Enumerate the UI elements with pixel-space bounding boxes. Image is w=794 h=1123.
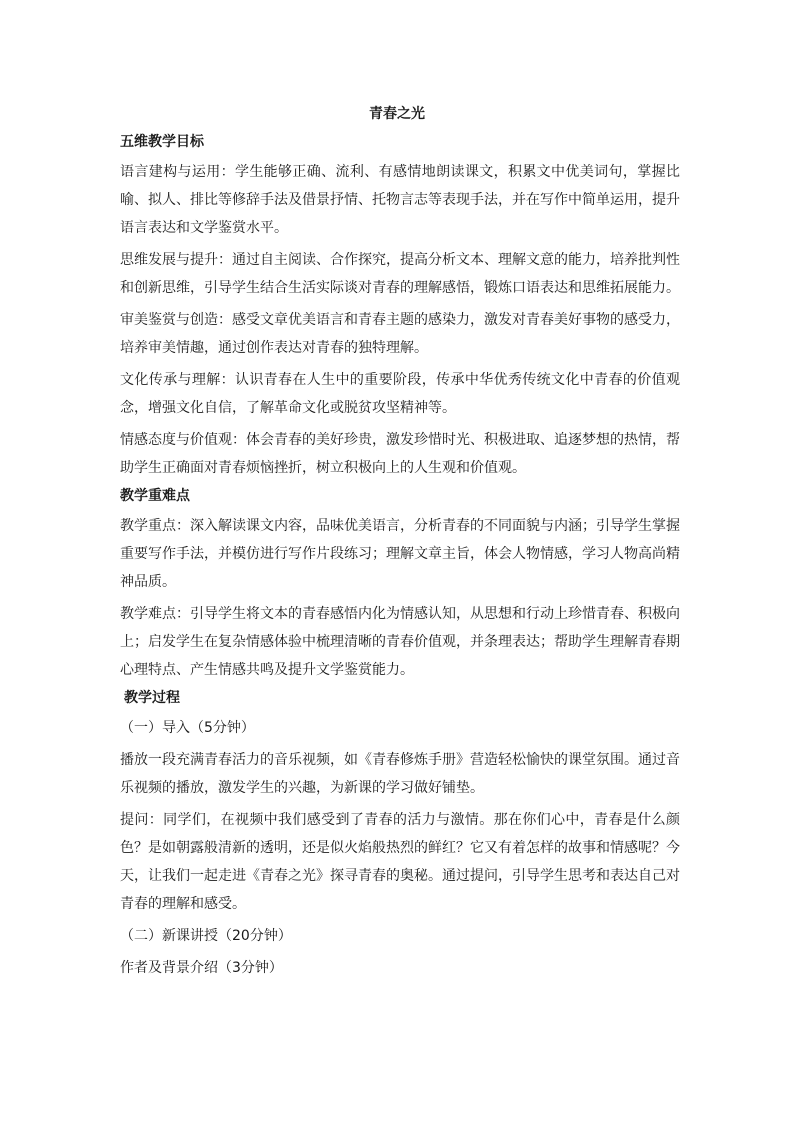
section-heading-process: 教学过程 — [124, 690, 180, 706]
paragraph-key-point: 教学重点：深入解读课文内容，品味优美语言，分析青春的不同面貌与内涵；引导学生掌握重要写作手法，并模仿进行写作片段练习；理解文章主旨，体会人物情感，学习人物高尚精神品质。 — [120, 518, 680, 590]
paragraph-thinking: 思维发展与提升：通过自主阅读、合作探究，提高分析文本、理解文意的能力，培养批判性和创新思维，引导学生结合生活实际谈对青春的理解感悟，锻炼口语表达和思维拓展能力。 — [120, 252, 680, 296]
paragraph-culture: 文化传承与理解：认识青春在人生中的重要阶段，传承中华优秀传统文化中青春的价值观念，增强文化自信，了解革命文化或脱贫攻坚精神等。 — [120, 372, 680, 416]
paragraph-values: 情感态度与价值观：体会青春的美好珍贵，激发珍惜时光、积极进取、追逐梦想的热情，帮助学生正确面对青春烦恼挫折，树立积极向上的人生观和价值观。 — [120, 432, 680, 476]
paragraph-language: 语言建构与运用：学生能够正确、流利、有感情地朗读课文，积累文中优美词句，掌握比喻、拟人、排比等修辞手法及借景抒情、托物言志等表现手法，并在写作中简单运用，提升语言表达和文学鉴赏水平。 — [120, 164, 680, 236]
section-heading-key-points: 教学重难点 — [120, 488, 190, 504]
document-title: 青春之光 — [369, 106, 425, 122]
paragraph-video: 播放一段充满青春活力的音乐视频，如《青春修炼手册》营造轻松愉快的课堂氛围。通过音乐视频的播放，激发学生的兴趣，为新课的学习做好铺垫。 — [120, 752, 680, 796]
subheading-introduction: （一）导入（5分钟） — [120, 720, 255, 736]
paragraph-aesthetics: 审美鉴赏与创造：感受文章优美语言和青春主题的感染力，激发对青春美好事物的感受力，培养审美情趣，通过创作表达对青春的独特理解。 — [120, 312, 680, 356]
paragraph-difficult-point: 教学难点：引导学生将文本的青春感悟内化为情感认知，从思想和行动上珍惜青春、积极向上；启发学生在复杂情感体验中梳理清晰的青春价值观，并条理表达；帮助学生理解青春期心理特点、产生情感共鸣及提升文学鉴赏能力。 — [120, 606, 680, 678]
document-body — [120, 132, 680, 986]
paragraph-question: 提问：同学们，在视频中我们感受到了青春的活力与激情。那在你们心中，青春是什么颜色？是如朝露般清新的透明，还是似火焰般热烈的鲜红？它又有着怎样的故事和情感呢？今天，让我们一起走进《青春之光》探寻青春的奥秘。通过提问，引导学生思考和表达自己对青春的理解和感受。 — [120, 812, 680, 912]
section-heading-objectives: 五维教学目标 — [120, 134, 204, 150]
subheading-author-background: 作者及背景介绍（3分钟） — [120, 960, 283, 976]
subheading-new-lesson: （二）新课讲授（20分钟） — [120, 928, 292, 944]
